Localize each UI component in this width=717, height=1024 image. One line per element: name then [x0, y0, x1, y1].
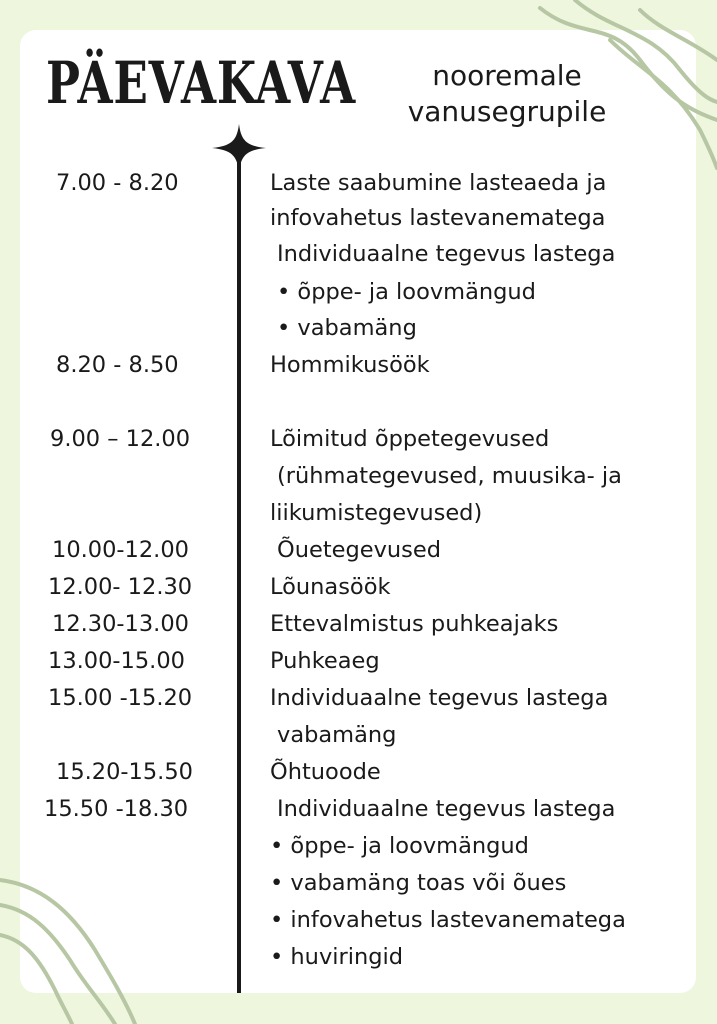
page-subtitle [382, 58, 632, 130]
timeline-line [237, 140, 241, 993]
activity-line: Individuaalne tegevus lastega [277, 241, 616, 267]
time-slot: 15.20-15.50 [56, 759, 193, 785]
subtitle-line-2: vanusegrupile [407, 95, 607, 128]
time-slot: 9.00 – 12.00 [50, 426, 191, 452]
activity-line: Ettevalmistus puhkeajaks [270, 611, 559, 637]
activity-bullet: • infovahetus lastevanematega [270, 907, 626, 933]
page-title: PÄEVAKAVA [46, 49, 357, 117]
activity-line: Õuetegevused [277, 537, 442, 563]
activity-line: Puhkeaeg [270, 648, 380, 674]
activity-line: Laste saabumine lasteaeda ja [270, 170, 607, 196]
activity-line: liikumistegevused) [270, 500, 483, 526]
time-slot: 13.00-15.00 [48, 648, 185, 674]
activity-bullet: • huviringid [270, 944, 404, 970]
subtitle-line-1: nooremale [432, 59, 582, 92]
activity-line: Lõunasöök [270, 574, 391, 600]
star-icon [212, 124, 266, 172]
activity-line: Individuaalne tegevus lastega [277, 796, 616, 822]
activity-line: (rühmategevused, muusika- ja [277, 463, 622, 489]
activity-line: infovahetus lastevanematega [270, 205, 606, 231]
activity-line: vabamäng [277, 722, 397, 748]
activity-bullet: • vabamäng toas või õues [270, 870, 567, 896]
time-slot: 7.00 - 8.20 [56, 170, 179, 196]
activity-bullet: • õppe- ja loovmängud [270, 833, 529, 859]
time-slot: 15.00 -15.20 [48, 685, 193, 711]
time-slot: 15.50 -18.30 [44, 796, 189, 822]
activity-line: Õhtuoode [270, 759, 381, 785]
time-slot: 10.00-12.00 [52, 537, 189, 563]
activity-bullet: • vabamäng [277, 315, 417, 341]
activity-bullet: • õppe- ja loovmängud [277, 279, 536, 305]
activity-line: Individuaalne tegevus lastega [270, 685, 609, 711]
time-slot: 12.00- 12.30 [48, 574, 193, 600]
activity-line: Hommikusöök [270, 352, 430, 378]
activity-line: Lõimitud õppetegevused [270, 426, 550, 452]
time-slot: 12.30-13.00 [52, 611, 189, 637]
time-slot: 8.20 - 8.50 [56, 352, 179, 378]
